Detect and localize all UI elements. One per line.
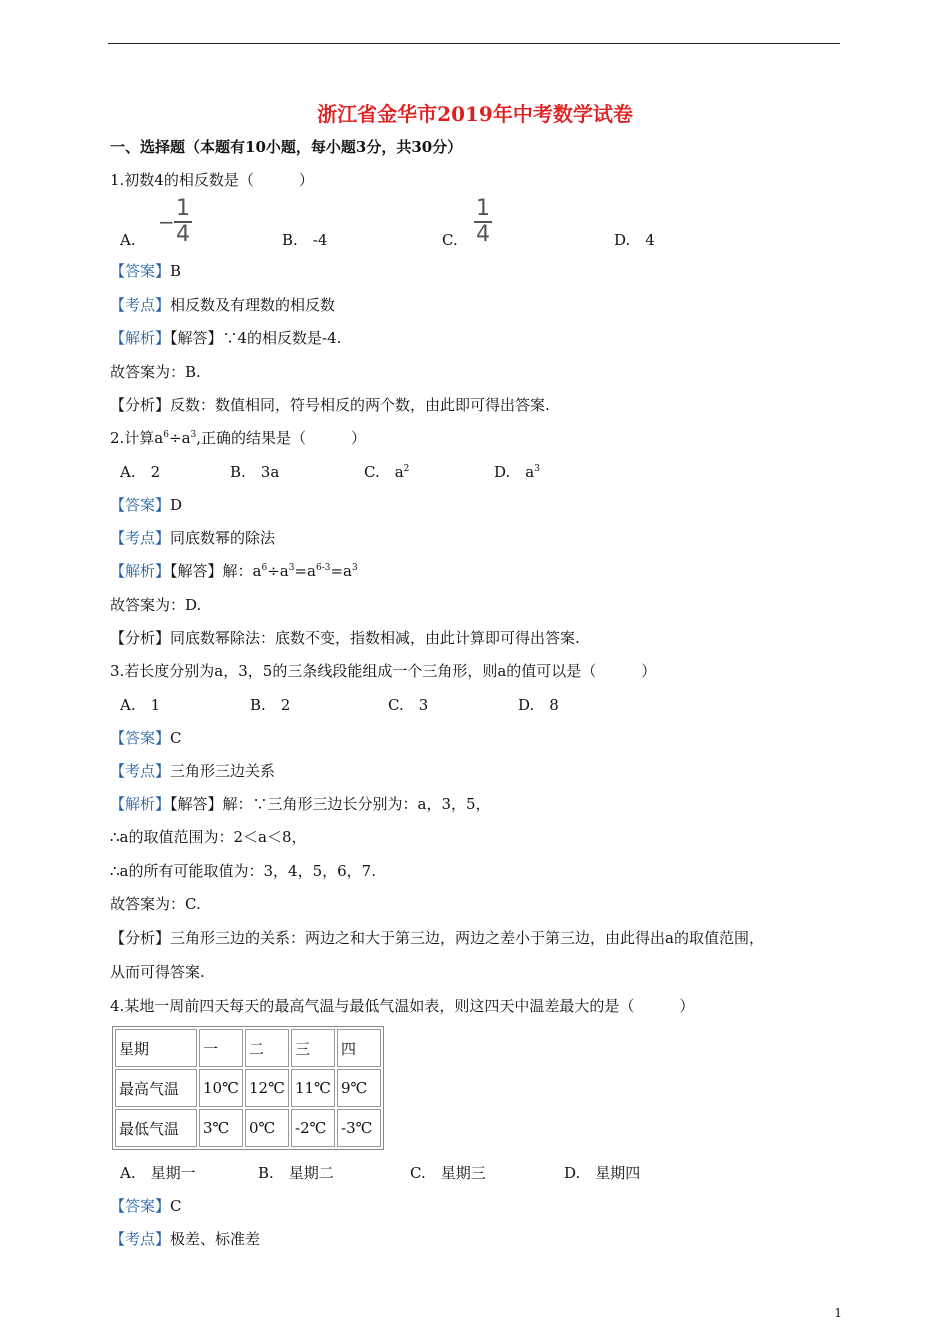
q3-option-c: C. 3	[388, 696, 429, 714]
table-cell: 11℃	[291, 1069, 335, 1107]
answer-value: C	[170, 729, 182, 747]
exponent: 3	[190, 430, 197, 440]
table-cell: -3℃	[337, 1109, 381, 1147]
q3-explanation	[110, 794, 491, 814]
q1-a-denominator: 4	[176, 222, 190, 247]
exponent: 6	[163, 430, 169, 440]
q1-option-a-minus: −	[158, 210, 175, 234]
analysis-tag: 【分析】	[110, 396, 171, 414]
table-cell: 一	[199, 1029, 243, 1067]
knowledge-tag: 【考点】	[110, 1230, 171, 1248]
answer-value: B	[170, 262, 182, 280]
analysis-text: 反数：数值相同，符号相反的两个数，由此即可得出答案.	[170, 396, 550, 414]
table-cell: 最高气温	[115, 1069, 197, 1107]
table-cell: -2℃	[291, 1109, 335, 1147]
q3-conclusion: 故答案为：C.	[110, 895, 201, 913]
explanation-tag: 【解析】	[110, 795, 171, 813]
q1-c-numerator: 1	[476, 196, 490, 221]
q4-knowledge-point	[110, 1229, 260, 1249]
analysis-tag: 【分析】	[110, 629, 171, 647]
knowledge-text: 同底数幂的除法	[170, 529, 276, 547]
explanation-text: =a	[330, 562, 352, 580]
analysis-text: 三角形三边的关系：两边之和大于第三边，两边之差小于第三边，由此得出a的取值范围，	[170, 929, 764, 947]
q1-option-a-label: A.	[120, 231, 136, 249]
q4-option-a: A. 星期一	[120, 1164, 196, 1182]
q3-stem: 3.若长度分别为a，3，5的三条线段能组成一个三角形，则a的值可以是（ ）	[110, 662, 657, 680]
answer-value: C	[170, 1197, 182, 1215]
knowledge-text: 三角形三边关系	[170, 762, 276, 780]
table-cell: 12℃	[245, 1069, 289, 1107]
table-row	[115, 1109, 381, 1147]
explanation-text: 【解答】解：a	[170, 562, 262, 580]
q1-stem: 1.初数4的相反数是（ ）	[110, 171, 314, 189]
q2-option-b: B. 3a	[230, 463, 280, 481]
q2-conclusion: 故答案为：D.	[110, 596, 202, 614]
q2-option-a: A. 2	[120, 463, 161, 481]
knowledge-tag: 【考点】	[110, 296, 171, 314]
explanation-tag: 【解析】	[110, 562, 171, 580]
exponent: 6-3	[315, 563, 331, 573]
q1-option-c-fraction	[474, 198, 492, 246]
table-cell: 最低气温	[115, 1109, 197, 1147]
table-cell: 四	[337, 1029, 381, 1067]
analysis-text: 同底数幂除法：底数不变，指数相减，由此计算即可得出答案.	[170, 629, 580, 647]
exponent: 3	[288, 563, 295, 573]
q1-option-c-label: C.	[442, 231, 458, 249]
q3-knowledge-point	[110, 761, 275, 781]
paper-title: 浙江省金华市2019年中考数学试卷	[317, 102, 633, 126]
answer-tag: 【答案】	[110, 729, 171, 747]
section-heading: 一、选择题（本题有10小题，每小题3分，共30分）	[110, 138, 463, 156]
page-number: 1	[834, 1306, 842, 1320]
exponent: 3	[534, 464, 540, 474]
q2-stem-part: 2.计算a	[110, 429, 164, 447]
q4-option-b: B. 星期二	[258, 1164, 334, 1182]
q2-analysis	[110, 628, 580, 648]
exponent: 6	[261, 563, 268, 573]
table-cell: 二	[245, 1029, 289, 1067]
explanation-text: 【解答】解：∵三角形三边长分别为：a，3，5，	[170, 795, 491, 813]
table-cell: 星期	[115, 1029, 197, 1067]
header-rule	[108, 43, 840, 44]
knowledge-tag: 【考点】	[110, 529, 171, 547]
q1-option-b: B. -4	[282, 231, 328, 249]
q2-stem	[110, 428, 366, 448]
answer-tag: 【答案】	[110, 1197, 171, 1215]
exponent: 3	[351, 563, 358, 573]
answer-tag: 【答案】	[110, 262, 171, 280]
explanation-tag: 【解析】	[110, 329, 171, 347]
q3-option-d: D. 8	[518, 696, 559, 714]
table-cell: 3℃	[199, 1109, 243, 1147]
option-text: D. a	[494, 463, 535, 481]
explanation-text: ÷a	[267, 562, 289, 580]
option-text: C. a	[364, 463, 404, 481]
q3-analysis-line2: 从而可得答案.	[110, 963, 205, 981]
knowledge-text: 相反数及有理数的相反数	[170, 296, 336, 314]
q4-option-d: D. 星期四	[564, 1164, 641, 1182]
exponent: 2	[403, 464, 410, 474]
q3-explanation-line3: ∴a的所有可能取值为：3，4，5，6，7.	[110, 862, 376, 880]
q1-a-numerator: 1	[176, 196, 190, 221]
explanation-text: 【解答】∵4的相反数是-4.	[170, 329, 342, 347]
knowledge-tag: 【考点】	[110, 762, 171, 780]
analysis-tag: 【分析】	[110, 929, 171, 947]
q2-knowledge-point	[110, 528, 275, 548]
table-cell: 10℃	[199, 1069, 243, 1107]
knowledge-text: 极差、标准差	[170, 1230, 261, 1248]
table-row	[115, 1029, 381, 1067]
q2-stem-part: ÷a	[169, 429, 191, 447]
q3-option-a: A. 1	[120, 696, 161, 714]
table-cell: 三	[291, 1029, 335, 1067]
q1-conclusion: 故答案为：B.	[110, 363, 201, 381]
q2-option-c	[364, 462, 409, 482]
q1-explanation	[110, 328, 341, 348]
q2-stem-part: ,正确的结果是（ ）	[196, 429, 367, 447]
table-row	[115, 1069, 381, 1107]
q2-explanation	[110, 561, 358, 581]
q3-analysis	[110, 928, 764, 948]
q1-option-d: D. 4	[614, 231, 655, 249]
q1-answer	[110, 261, 181, 281]
q1-option-a-fraction	[174, 198, 192, 246]
q2-answer	[110, 495, 182, 515]
q4-answer	[110, 1196, 182, 1216]
q1-c-denominator: 4	[476, 222, 490, 247]
q4-stem: 4.某地一周前四天每天的最高气温与最低气温如表，则这四天中温差最大的是（ ）	[110, 997, 695, 1015]
q1-knowledge-point	[110, 295, 335, 315]
q4-option-c: C. 星期三	[410, 1164, 486, 1182]
q1-analysis	[110, 395, 550, 415]
answer-tag: 【答案】	[110, 496, 171, 514]
q2-option-d	[494, 462, 540, 482]
temperature-table	[112, 1026, 384, 1150]
q3-answer	[110, 728, 182, 748]
q3-explanation-line2: ∴a的取值范围为：2＜a＜8，	[110, 828, 307, 846]
table-cell: 0℃	[245, 1109, 289, 1147]
answer-value: D	[170, 496, 183, 514]
table-cell: 9℃	[337, 1069, 381, 1107]
q3-option-b: B. 2	[250, 696, 291, 714]
explanation-text: =a	[294, 562, 316, 580]
